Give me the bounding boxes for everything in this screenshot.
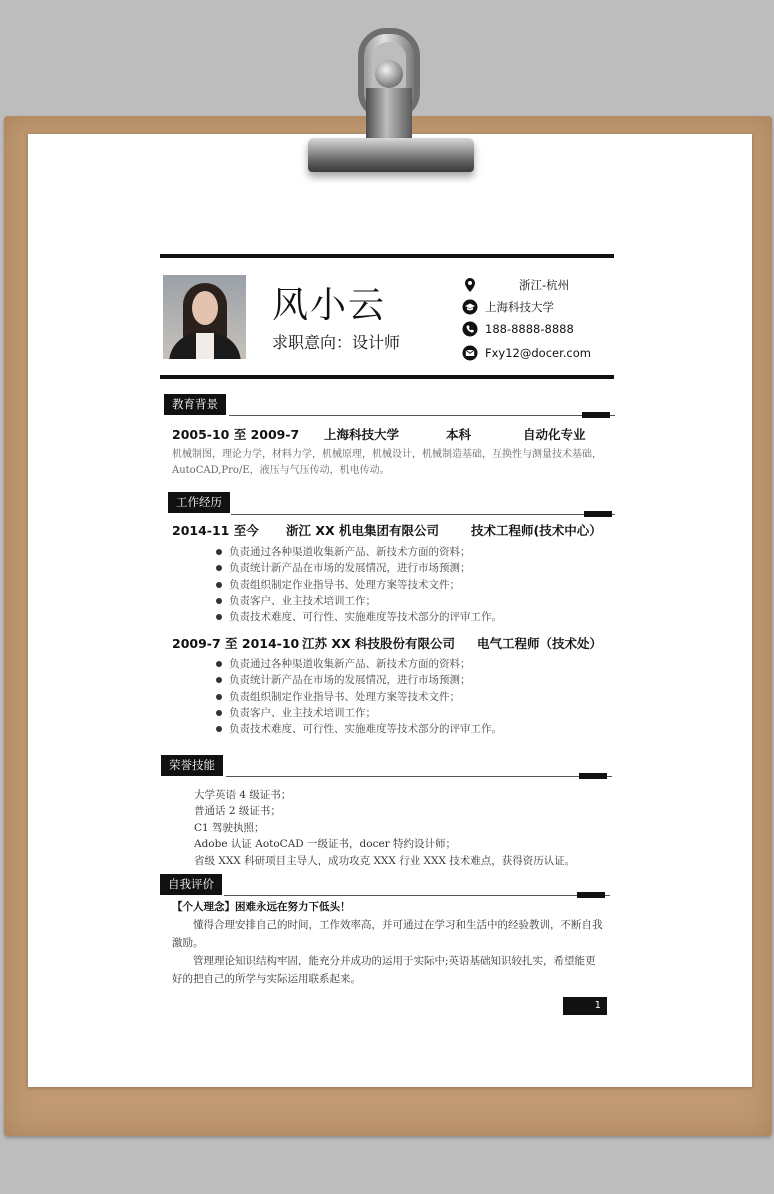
list-item: 负责组织制定作业指导书、处理方案等技术文件；	[214, 689, 502, 705]
mail-icon	[462, 345, 478, 361]
location-text: 浙江-杭州	[519, 278, 570, 292]
self-eval-paragraph: 管理理论知识结构牢固，能充分并成功的运用于实际中;英语基础知识较扎实，希望能更好的把自己的所学与实际运用联系起来。	[172, 955, 596, 985]
section-divider-block	[579, 773, 607, 779]
candidate-name: 风小云	[272, 285, 387, 326]
section-divider	[224, 895, 610, 896]
list-item: 负责客户、业主技术培训工作；	[214, 705, 502, 721]
education-major: 自动化专业	[523, 427, 586, 442]
header-top-rule	[160, 254, 614, 258]
list-item: 负责通过各种渠道收集新产品、新技术方面的资料；	[214, 656, 502, 672]
education-school: 上海科技大学	[324, 427, 400, 442]
section-divider	[231, 514, 615, 515]
job-duties-list	[214, 656, 502, 737]
list-item: 负责客户、业主技术培训工作；	[214, 593, 502, 609]
job-intent: 求职意向：设计师	[272, 333, 401, 352]
honors-list	[194, 787, 575, 869]
education-degree: 本科	[446, 427, 472, 442]
list-item: 负责技术难度、可行性、实施难度等技术部分的评审工作。	[214, 609, 502, 625]
list-item: Adobe 认证 AotoCAD 一级证书，docer 特约设计师；	[194, 838, 457, 851]
contact-phone	[462, 320, 574, 338]
job-duties-list	[214, 544, 502, 625]
phone-text: 188-8888-8888	[485, 322, 574, 336]
binder-clip-base	[308, 138, 474, 172]
self-eval-paragraph: 懂得合理安排自己的时间，工作效率高，并可通过在学习和生活中的经验教训，不断自我激励。	[172, 919, 603, 949]
section-title-education: 教育背景	[164, 394, 226, 415]
map-pin-icon	[462, 277, 478, 293]
section-divider-block	[582, 412, 610, 418]
education-period: 2005-10 至 2009-7	[172, 427, 300, 442]
job-title: 技术工程师(技术中心）	[471, 523, 602, 538]
contact-email	[462, 344, 591, 362]
section-divider	[229, 415, 615, 416]
personal-motto: 【个人理念】困难永远在努力下低头！	[172, 901, 351, 913]
section-divider-block	[584, 511, 612, 517]
avatar	[163, 275, 246, 359]
section-title-work: 工作经历	[168, 492, 230, 513]
graduation-cap-icon	[462, 299, 478, 315]
section-title-honors: 荣誉技能	[161, 755, 223, 776]
binder-clip-rivet	[375, 60, 403, 88]
education-courses-line: 机械制图，理论力学，材料力学，机械原理，机械设计，机械制造基础，互换性与测量技术基础，	[172, 449, 602, 460]
job-period: 2014-11 至今	[172, 523, 259, 538]
list-item: 负责技术难度、可行性、实施难度等技术部分的评审工作。	[214, 721, 502, 737]
job-company: 江苏 XX 科技股份有限公司	[302, 636, 455, 651]
list-item: 普通话 2 级证书；	[194, 805, 281, 818]
list-item: C1 驾驶执照；	[194, 821, 265, 834]
header-bottom-rule	[160, 375, 614, 379]
page-number: 1	[563, 997, 607, 1015]
binder-clip-plate	[366, 88, 412, 140]
section-title-self-eval: 自我评价	[160, 874, 222, 895]
section-divider	[226, 776, 612, 777]
list-item: 负责统计新产品在市场的发展情况，进行市场预测；	[214, 672, 502, 688]
school-text: 上海科技大学	[485, 300, 554, 314]
contact-location	[462, 276, 569, 294]
job-period: 2009-7 至 2014-10	[172, 636, 300, 651]
list-item: 负责统计新产品在市场的发展情况，进行市场预测；	[214, 560, 502, 576]
job-title: 电气工程师（技术处）	[477, 636, 603, 651]
contact-school	[462, 298, 554, 316]
list-item: 负责组织制定作业指导书、处理方案等技术文件；	[214, 577, 502, 593]
job-company: 浙江 XX 机电集团有限公司	[286, 523, 439, 538]
list-item: 大学英语 4 级证书；	[194, 789, 292, 801]
email-text: Fxy12@docer.com	[485, 346, 591, 360]
education-courses-line: AutoCAD,Pro/E，液压与气压传动，机电传动。	[172, 465, 390, 476]
phone-icon	[462, 321, 478, 337]
list-item: 负责通过各种渠道收集新产品、新技术方面的资料；	[214, 544, 502, 560]
list-item: 省级 XXX 科研项目主导人，成功攻克 XXX 行业 XXX 技术难点，获得资历认证。	[194, 854, 576, 867]
